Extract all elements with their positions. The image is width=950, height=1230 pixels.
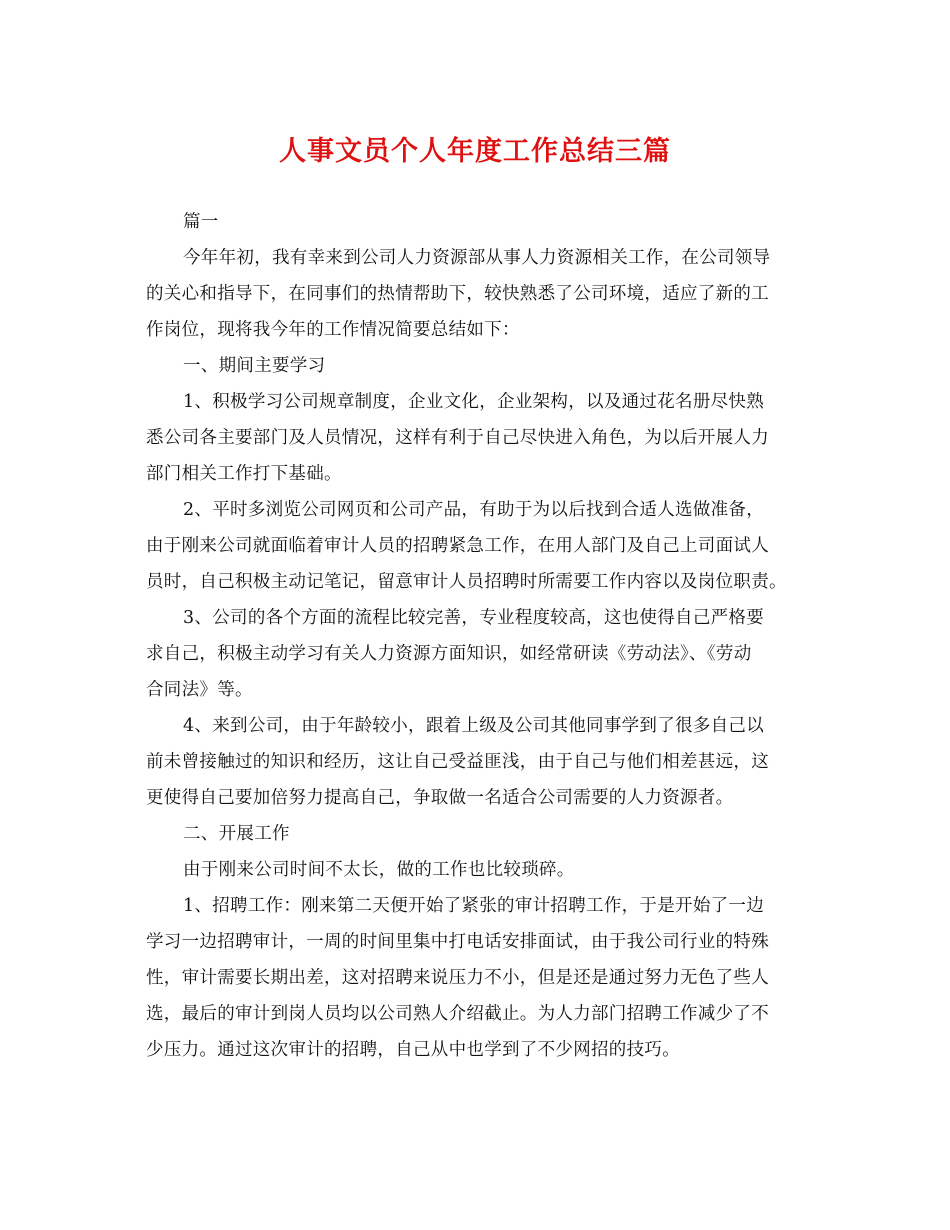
body-line: 今年年初，我有幸来到公司人力资源部从事人力资源相关工作，在公司领导 [183,248,771,268]
body-line: 1、招聘工作：刚来第二天便开始了紧张的审计招聘工作，于是开始了一边 [183,896,765,916]
body-line: 更使得自己要加倍努力提高自己，争取做一名适合公司需要的人力资源者。 [146,788,734,808]
body-line: 少压力。通过这次审计的招聘，自己从中也学到了不少网招的技巧。 [146,1040,680,1060]
body-line: 3、公司的各个方面的流程比较完善，专业程度较高，这也使得自己严格要 [183,608,765,628]
body-line: 1、积极学习公司规章制度，企业文化，企业架构，以及通过花名册尽快熟 [183,392,765,412]
body-line: 由于刚来公司时间不太长，做的工作也比较琐碎。 [183,860,575,880]
body-line: 作岗位，现将我今年的工作情况简要总结如下： [146,320,520,340]
body-line: 篇一 [183,212,219,232]
body-line: 性，审计需要长期出差，这对招聘来说压力不小，但是还是通过努力无色了些人 [146,968,769,988]
body-line: 悉公司各主要部门及人员情况，这样有利于自己尽快进入角色，为以后开展人力 [146,428,769,448]
body-line: 2、平时多浏览公司网页和公司产品，有助于为以后找到合适人选做准备， [183,500,765,520]
body-line: 由于刚来公司就面临着审计人员的招聘紧急工作，在用人部门及自己上司面试人 [146,536,769,556]
document-body [146,204,806,1068]
body-line: 合同法》等。 [146,680,253,700]
body-line: 4、来到公司，由于年龄较小，跟着上级及公司其他同事学到了很多自己以 [183,716,765,736]
body-line: 前未曾接触过的知识和经历，这让自己受益匪浅，由于自己与他们相差甚远，这 [146,752,769,772]
document-title: 人事文员个人年度工作总结三篇 [279,136,671,167]
body-line: 选，最后的审计到岗人员均以公司熟人介绍截止。为人力部门招聘工作减少了不 [146,1004,769,1024]
body-line: 二、开展工作 [183,824,290,844]
body-line: 学习一边招聘审计，一周的时间里集中打电话安排面试，由于我公司行业的特殊 [146,932,769,952]
body-line: 求自己，积极主动学习有关人力资源方面知识，如经常研读《劳动法》、《劳动 [146,644,752,664]
body-line: 员时，自己积极主动记笔记，留意审计人员招聘时所需要工作内容以及岗位职责。 [146,572,787,592]
body-line: 一、期间主要学习 [183,356,326,376]
body-line: 的关心和指导下，在同事们的热情帮助下，较快熟悉了公司环境，适应了新的工 [146,284,769,304]
body-line: 部门相关工作打下基础。 [146,464,342,484]
